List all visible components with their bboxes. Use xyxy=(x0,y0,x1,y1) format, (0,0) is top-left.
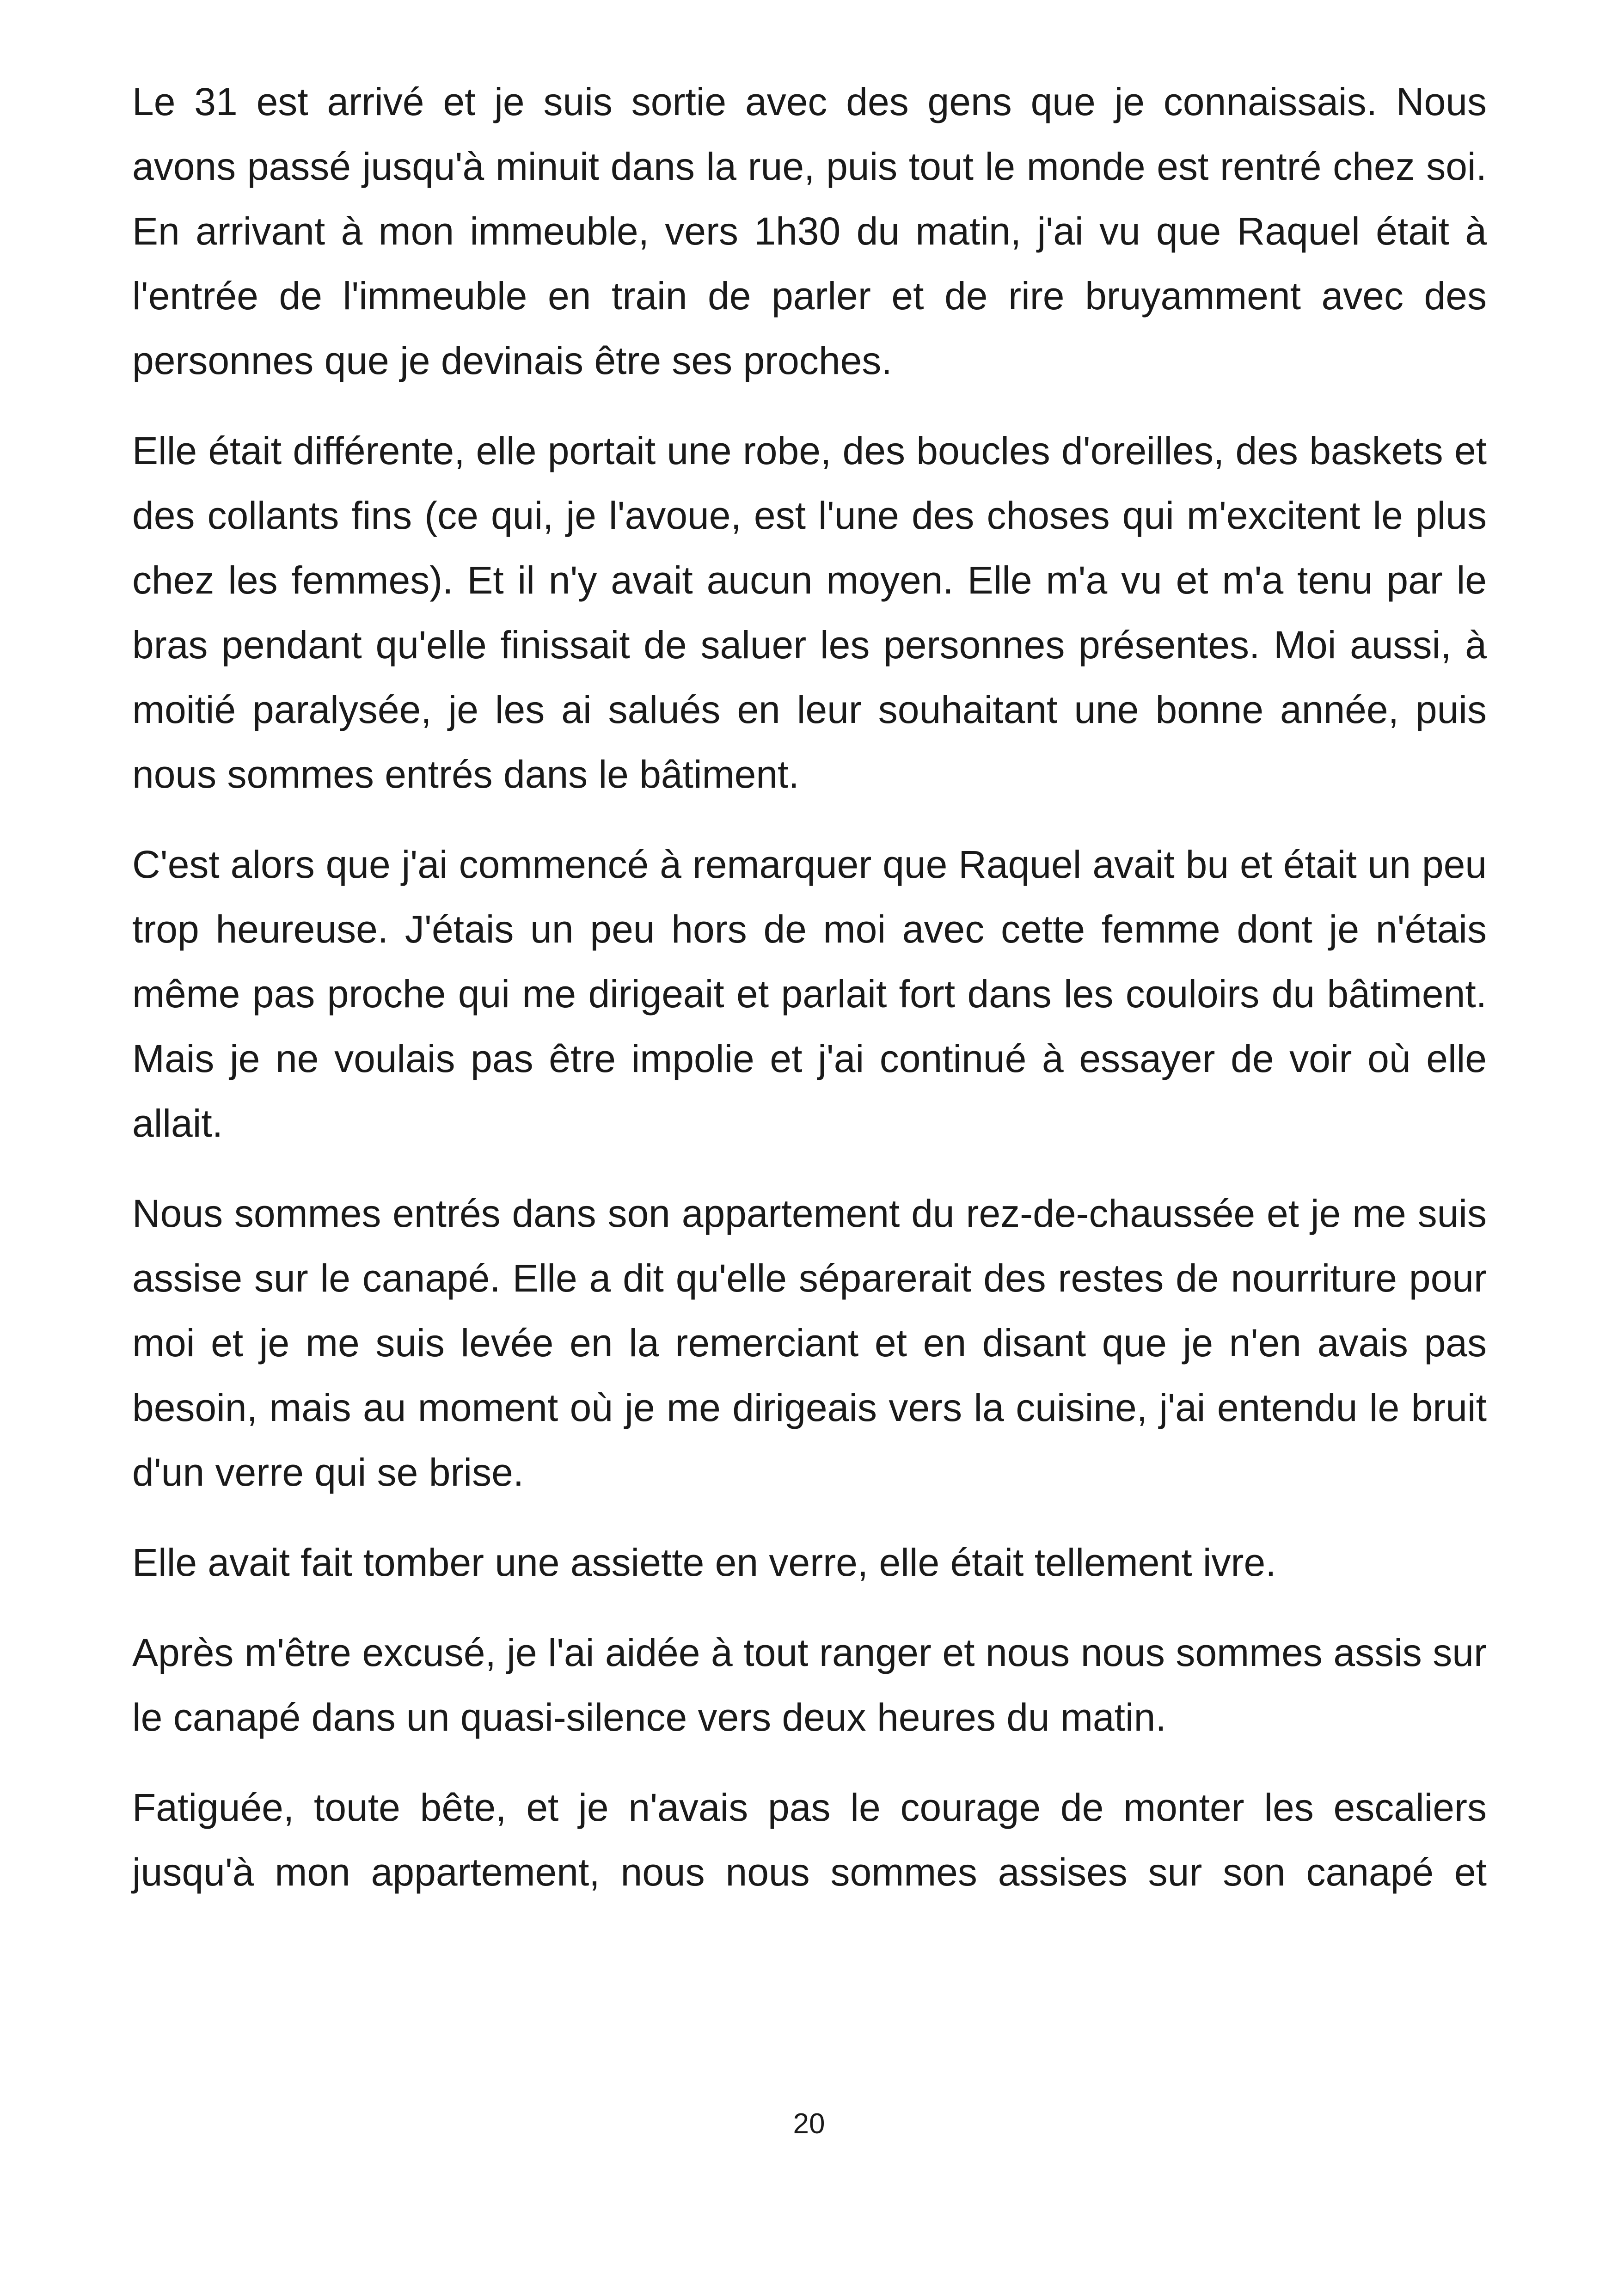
paragraph-3: C'est alors que j'ai commencé à remarquer que Raquel avait bu et était un peu trop heureuse. J'étais un peu hors de moi avec cette femme dont je n'étais même pas proche qui me dirigeait et parlait fort dans les couloirs du bâtiment. Mais je ne voulais pas être impolie et j'ai continué à essayer de voir où elle allait. xyxy=(132,843,1487,1145)
paragraph-4: Nous sommes entrés dans son appartement du rez-de-chaussée et je me suis assise sur le canapé. Elle a dit qu'elle séparerait des restes de nourriture pour moi et je me suis levée en la remerciant et en disant que je n'en avais pas besoin, mais au moment où je me dirigeais vers la cuisine, j'ai entendu le bruit d'un verre qui se brise. xyxy=(132,1192,1487,1494)
paragraph-6: Après m'être excusé, je l'ai aidée à tout ranger et nous nous sommes assis sur le canapé dans un quasi-silence vers deux heures du matin. xyxy=(132,1631,1487,1739)
paragraph-2: Elle était différente, elle portait une robe, des boucles d'oreilles, des baskets et des collants fins (ce qui, je l'avoue, est l'une des choses qui m'excitent le plus chez les femmes). Et il n'y avait aucun moyen. Elle m'a vu et m'a tenu par le bras pendant qu'elle finissait de saluer les personnes présentes. Moi aussi, à moitié paralysée, je les ai salués en leur souhaitant une bonne année, puis nous sommes entrés dans le bâtiment. xyxy=(132,429,1487,796)
paragraph-7: Fatiguée, toute bête, et je n'avais pas le courage de monter les escaliers jusqu'à mon appartement, nous nous sommes assises sur son canapé et xyxy=(132,1786,1487,1894)
body-text xyxy=(132,69,1487,1930)
page-number: 20 xyxy=(793,2108,825,2140)
paragraph-1: Le 31 est arrivé et je suis sortie avec des gens que je connaissais. Nous avons passé jusqu'à minuit dans la rue, puis tout le monde est rentré chez soi. En arrivant à mon immeuble, vers 1h30 du matin, j'ai vu que Raquel était à l'entrée de l'immeuble en train de parler et de rire bruyamment avec des personnes que je devinais être ses proches. xyxy=(132,80,1487,382)
paragraph-5: Elle avait fait tomber une assiette en verre, elle était tellement ivre. xyxy=(132,1541,1276,1584)
